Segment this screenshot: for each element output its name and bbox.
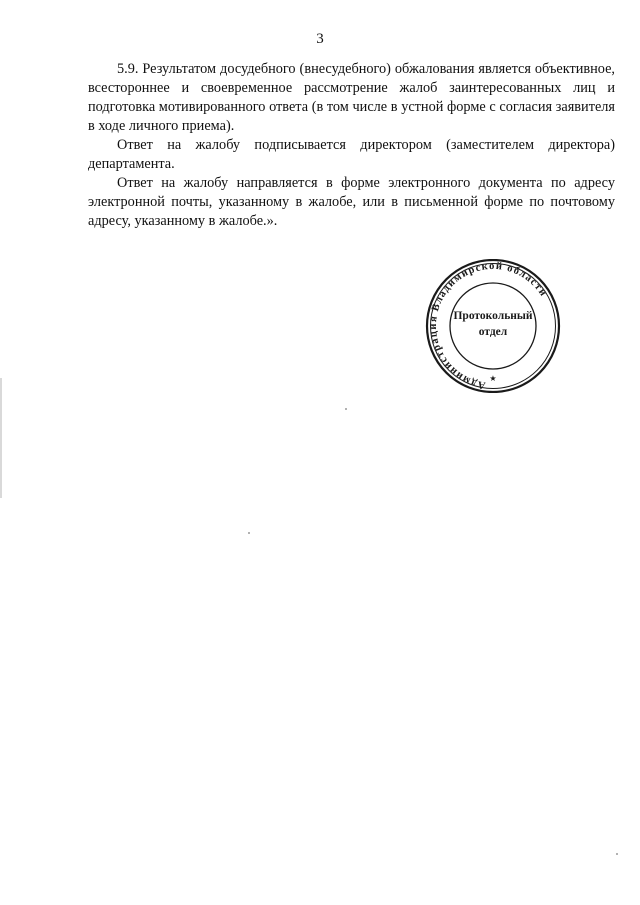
paragraph-complaint-result: 5.9. Результатом досудебного (внесудебного) обжалования является объективное, всестороннее и своевременное рассмотрение жалоб заинтересованных лиц и подготовка мотивированного ответа (в том числе в устной форме с согласия заявителя в ходе личного приема). [88, 61, 615, 134]
paragraph-answer-delivery: Ответ на жалобу направляется в форме электронного документа по адресу электронной почты, указанному в жалобе, или в письменной форме по почтовому адресу, указанному в жалобе.». [88, 175, 615, 229]
stamp-center-line2: отдел [478, 326, 508, 338]
stamp-ring-text: Администрация Владимирской области [428, 260, 550, 391]
document-body [88, 60, 615, 231]
page-number: 3 [316, 31, 324, 47]
scan-edge-mark [0, 378, 2, 498]
paragraph-answer-signing: Ответ на жалобу подписывается директором (заместителем директора) департамента. [88, 137, 615, 172]
scan-speck [345, 408, 347, 410]
stamp-center-line1: Протокольный [453, 310, 533, 322]
scan-speck [248, 532, 250, 534]
stamp-star-icon: ★ [489, 374, 497, 383]
official-stamp [425, 259, 561, 393]
scan-speck [616, 853, 618, 855]
